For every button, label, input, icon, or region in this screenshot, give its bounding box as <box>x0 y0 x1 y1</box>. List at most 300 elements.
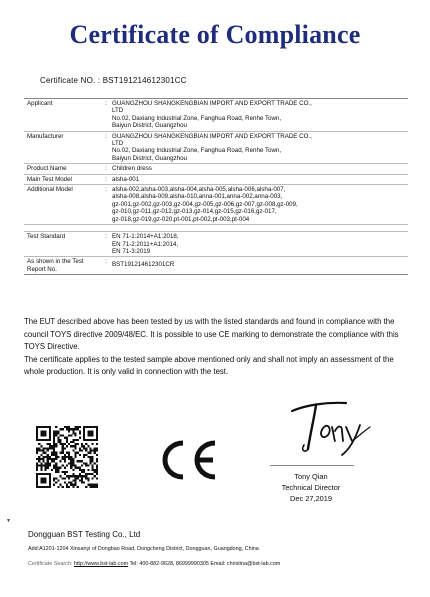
qr-module <box>79 430 81 432</box>
test-report-label-line: As shown in the <box>27 258 71 266</box>
qr-module <box>40 464 42 466</box>
qr-module <box>49 456 51 458</box>
qr-module <box>92 426 94 428</box>
qr-module <box>36 450 38 452</box>
additional-model-line: gz-018,gz-019,gz-020,pt-001,pt-002,pt-003,pt-004 <box>112 215 250 223</box>
qr-module <box>36 432 38 434</box>
qr-module <box>85 464 87 466</box>
qr-module <box>70 428 72 430</box>
qr-module <box>85 486 87 488</box>
qr-module <box>66 452 68 454</box>
qr-module <box>85 477 87 479</box>
qr-module <box>42 447 44 449</box>
qr-module <box>40 486 42 488</box>
test-report-label-line: Test Report No. <box>27 258 84 273</box>
qr-module <box>68 452 70 454</box>
qr-module <box>66 475 68 477</box>
qr-module <box>53 447 55 449</box>
qr-module <box>55 469 57 471</box>
qr-module <box>51 454 53 456</box>
qr-module <box>55 482 57 484</box>
applicant-line: LTD <box>112 107 124 115</box>
test-standard-label: Test Standard <box>27 233 66 241</box>
qr-module <box>53 484 55 486</box>
test-standard-row <box>24 232 408 257</box>
qr-module <box>70 464 72 466</box>
qr-module <box>72 450 74 452</box>
qr-module <box>77 477 79 479</box>
qr-module <box>49 477 51 479</box>
qr-module <box>38 447 40 449</box>
qr-module <box>70 456 72 458</box>
qr-module <box>74 464 76 466</box>
qr-module <box>40 479 42 481</box>
qr-module <box>94 486 96 488</box>
qr-module <box>83 482 85 484</box>
qr-module <box>49 458 51 460</box>
qr-module <box>92 473 94 475</box>
qr-module <box>66 439 68 441</box>
qr-module <box>45 479 47 481</box>
qr-module <box>45 439 47 441</box>
qr-module <box>53 454 55 456</box>
qr-module <box>79 426 81 428</box>
qr-module <box>89 447 91 449</box>
qr-module <box>57 441 59 443</box>
qr-module <box>40 454 42 456</box>
qr-module <box>94 484 96 486</box>
qr-module <box>53 437 55 439</box>
qr-module <box>45 482 47 484</box>
qr-module <box>96 460 98 462</box>
qr-module <box>79 475 81 477</box>
qr-module <box>74 435 76 437</box>
qr-module <box>42 450 44 452</box>
qr-module <box>85 450 87 452</box>
colon: : <box>105 100 107 107</box>
qr-module <box>42 482 44 484</box>
statement-paragraph-1: The EUT described above has been tested by us with the listed standards and found in compliance with the council TOYS directive 2009/48/EC. It is possible to use CE marking to demonstrate the compliance with this TOYS Directive. <box>24 317 399 352</box>
qr-module <box>49 464 51 466</box>
certificate-number-label: Certificate NO. : <box>40 76 101 85</box>
qr-module <box>94 439 96 441</box>
qr-module <box>47 426 49 428</box>
qr-module <box>89 439 91 441</box>
qr-module <box>36 486 38 488</box>
qr-module <box>77 443 79 445</box>
qr-module <box>94 426 96 428</box>
qr-module <box>55 435 57 437</box>
qr-module <box>40 450 42 452</box>
qr-module <box>45 464 47 466</box>
qr-module <box>74 479 76 481</box>
qr-module <box>36 452 38 454</box>
qr-module <box>85 426 87 428</box>
qr-module <box>83 447 85 449</box>
qr-module <box>55 426 57 428</box>
qr-module <box>77 428 79 430</box>
certificate-number-value: BST191214612301CC <box>102 76 187 85</box>
qr-module <box>87 477 89 479</box>
qr-module <box>72 430 74 432</box>
qr-module <box>89 435 91 437</box>
qr-module <box>47 462 49 464</box>
qr-module <box>51 445 53 447</box>
qr-module <box>68 477 70 479</box>
qr-module <box>87 473 89 475</box>
qr-module <box>49 447 51 449</box>
qr-module <box>83 439 85 441</box>
qr-module <box>96 473 98 475</box>
manufacturer-row <box>24 132 408 165</box>
qr-module <box>62 443 64 445</box>
qr-module <box>53 445 55 447</box>
qr-module <box>55 477 57 479</box>
qr-module <box>96 426 98 428</box>
qr-module <box>64 443 66 445</box>
qr-module <box>55 458 57 460</box>
manufacturer-line: LTD <box>112 140 124 148</box>
qr-module <box>40 462 42 464</box>
additional-model-label: Additional Model <box>27 186 73 194</box>
qr-module <box>89 432 91 434</box>
qr-module <box>45 486 47 488</box>
qr-module <box>42 439 44 441</box>
qr-module <box>55 462 57 464</box>
qr-module <box>96 443 98 445</box>
qr-module <box>89 486 91 488</box>
qr-module <box>51 452 53 454</box>
qr-module <box>66 464 68 466</box>
qr-module <box>68 426 70 428</box>
qr-module <box>40 482 42 484</box>
qr-module <box>89 452 91 454</box>
qr-module <box>49 484 51 486</box>
qr-code-icon[interactable] <box>36 426 98 488</box>
qr-module <box>60 439 62 441</box>
qr-module <box>60 428 62 430</box>
qr-module <box>77 439 79 441</box>
qr-module <box>81 460 83 462</box>
website-link[interactable]: http://www.bst-lab.com <box>73 561 129 567</box>
qr-module <box>53 479 55 481</box>
qr-module <box>70 441 72 443</box>
qr-module <box>40 473 42 475</box>
qr-module <box>36 435 38 437</box>
qr-module <box>62 458 64 460</box>
colon: : <box>105 175 107 183</box>
qr-module <box>96 430 98 432</box>
qr-module <box>94 471 96 473</box>
qr-module <box>57 467 59 469</box>
qr-module <box>49 473 51 475</box>
qr-module <box>70 484 72 486</box>
qr-module <box>77 460 79 462</box>
qr-module <box>45 462 47 464</box>
qr-module <box>72 458 74 460</box>
qr-module <box>89 460 91 462</box>
qr-module <box>55 430 57 432</box>
colon: : <box>105 233 107 241</box>
qr-module <box>74 477 76 479</box>
qr-module <box>40 430 42 432</box>
qr-module <box>68 456 70 458</box>
test-standard-line: EN 71-2:2011+A1:2014, <box>112 240 179 248</box>
qr-module <box>45 467 47 469</box>
qr-module <box>92 435 94 437</box>
qr-module <box>40 426 42 428</box>
qr-module <box>70 475 72 477</box>
qr-module <box>45 426 47 428</box>
signer-block <box>246 471 376 505</box>
qr-module <box>83 428 85 430</box>
qr-module <box>68 475 70 477</box>
qr-module <box>92 456 94 458</box>
qr-module <box>42 460 44 462</box>
qr-module <box>45 435 47 437</box>
qr-module <box>85 473 87 475</box>
qr-module <box>70 482 72 484</box>
qr-module <box>51 460 53 462</box>
qr-module <box>96 435 98 437</box>
qr-module <box>64 467 66 469</box>
qr-module <box>36 473 38 475</box>
qr-module <box>92 464 94 466</box>
statement-paragraph-2: The certificate applies to the tested sample above mentioned only and shall not imply an assessment of the whole production. It is only valid in connection with the test. <box>24 354 394 377</box>
qr-module <box>72 469 74 471</box>
qr-module <box>49 445 51 447</box>
applicant-label: Applicant <box>27 100 53 107</box>
qr-module <box>85 454 87 456</box>
qr-module <box>96 450 98 452</box>
qr-module <box>53 458 55 460</box>
test-standard-value <box>112 233 408 255</box>
qr-module <box>96 428 98 430</box>
qr-module <box>64 426 66 428</box>
applicant-line: No.02, Daxiang Industrial Zone, Fanghua Road, Renhe Town, <box>112 114 282 122</box>
qr-module <box>62 471 64 473</box>
qr-module <box>53 439 55 441</box>
qr-module <box>68 462 70 464</box>
qr-module <box>47 454 49 456</box>
applicant-line: Baiyun District, Guangzhou <box>112 122 187 130</box>
qr-module <box>66 437 68 439</box>
colon: : <box>105 258 107 266</box>
qr-module <box>92 477 94 479</box>
qr-module <box>72 479 74 481</box>
qr-module <box>53 467 55 469</box>
colon: : <box>105 186 107 194</box>
qr-module <box>74 445 76 447</box>
qr-module <box>94 447 96 449</box>
test-standard-line: EN 71-1:2014+A1:2018, <box>112 233 179 241</box>
qr-module <box>77 467 79 469</box>
qr-module <box>57 479 59 481</box>
qr-module <box>53 460 55 462</box>
qr-module <box>83 456 85 458</box>
qr-module <box>38 486 40 488</box>
qr-module <box>83 454 85 456</box>
qr-module <box>49 435 51 437</box>
manufacturer-line: GUANGZHOU SHANGKENGBIAN IMPORT AND EXPORT TRADE CO., <box>112 132 312 140</box>
qr-module <box>72 484 74 486</box>
qr-module <box>45 473 47 475</box>
qr-module <box>49 432 51 434</box>
qr-module <box>36 458 38 460</box>
colon: : <box>105 132 107 140</box>
qr-module <box>49 430 51 432</box>
qr-module <box>53 441 55 443</box>
qr-module <box>92 467 94 469</box>
qr-module <box>74 475 76 477</box>
compliance-statement <box>24 316 410 379</box>
qr-module <box>49 486 51 488</box>
qr-module <box>36 462 38 464</box>
qr-module <box>72 464 74 466</box>
qr-module <box>42 479 44 481</box>
qr-module <box>92 484 94 486</box>
applicant-row <box>24 99 408 132</box>
qr-module <box>66 456 68 458</box>
certificate-title: Certificate of Compliance <box>69 20 361 49</box>
qr-module <box>49 437 51 439</box>
qr-module <box>66 441 68 443</box>
qr-module <box>47 447 49 449</box>
qr-module <box>85 462 87 464</box>
additional-model-line: gz-010,gz-011,gz-012,gz-013,gz-014,gz-015,gz-016,gz-017, <box>112 208 277 216</box>
qr-module <box>62 477 64 479</box>
signature-image <box>286 397 376 459</box>
qr-module <box>68 486 70 488</box>
qr-module <box>60 484 62 486</box>
qr-module <box>92 460 94 462</box>
qr-module <box>62 452 64 454</box>
footer-email[interactable]: Email: christina@bst-lab.com <box>210 561 281 567</box>
qr-module <box>51 447 53 449</box>
qr-module <box>40 469 42 471</box>
qr-module <box>62 450 64 452</box>
qr-module <box>47 464 49 466</box>
qr-module <box>85 447 87 449</box>
qr-module <box>45 447 47 449</box>
qr-module <box>87 426 89 428</box>
qr-module <box>74 426 76 428</box>
qr-module <box>36 430 38 432</box>
qr-module <box>36 447 38 449</box>
qr-module <box>42 486 44 488</box>
footer-contact <box>28 561 280 567</box>
qr-module <box>64 458 66 460</box>
qr-module <box>42 435 44 437</box>
qr-module <box>72 462 74 464</box>
qr-module <box>85 475 87 477</box>
qr-module <box>92 432 94 434</box>
qr-module <box>49 428 51 430</box>
qr-module <box>83 426 85 428</box>
qr-module <box>89 473 91 475</box>
qr-module <box>66 484 68 486</box>
qr-module <box>45 477 47 479</box>
qr-module <box>62 445 64 447</box>
qr-module <box>83 435 85 437</box>
qr-module <box>96 458 98 460</box>
qr-module <box>49 462 51 464</box>
qr-module <box>92 458 94 460</box>
signature-date: Dec 27,2019 <box>290 494 332 504</box>
qr-module <box>38 456 40 458</box>
footer-address: Add:A1201-1204 Xinsanyi of Dongbao Road, Dongcheng District, Dongguan, Guangdong, China <box>28 546 259 552</box>
qr-module <box>94 462 96 464</box>
qr-module <box>47 450 49 452</box>
qr-module <box>68 454 70 456</box>
qr-module <box>55 464 57 466</box>
colon: : <box>105 165 107 173</box>
qr-module <box>49 443 51 445</box>
qr-module <box>45 452 47 454</box>
qr-module <box>96 471 98 473</box>
qr-module <box>66 486 68 488</box>
qr-module <box>57 430 59 432</box>
qr-module <box>49 439 51 441</box>
qr-module <box>72 445 74 447</box>
qr-module <box>53 464 55 466</box>
qr-module <box>72 473 74 475</box>
qr-module <box>92 430 94 432</box>
qr-module <box>89 426 91 428</box>
qr-module <box>89 458 91 460</box>
qr-module <box>70 445 72 447</box>
qr-module <box>87 452 89 454</box>
qr-module <box>68 428 70 430</box>
qr-module <box>81 469 83 471</box>
qr-module <box>51 469 53 471</box>
qr-module <box>40 445 42 447</box>
qr-module <box>47 460 49 462</box>
manufacturer-line: Baiyun District, Guangzhou <box>112 154 187 162</box>
certificate-number <box>40 76 187 85</box>
qr-module <box>57 456 59 458</box>
qr-module <box>38 443 40 445</box>
qr-module <box>87 484 89 486</box>
qr-module <box>55 445 57 447</box>
additional-model-line: gz-001,gz-002,gz-003,gz-004,gz-005,gz-006,gz-007,gz-008,gz-009, <box>112 200 298 208</box>
applicant-value <box>112 100 408 130</box>
qr-module <box>55 471 57 473</box>
qr-module <box>53 452 55 454</box>
qr-module <box>94 452 96 454</box>
qr-module <box>79 467 81 469</box>
qr-module <box>74 454 76 456</box>
product-name-row <box>24 164 408 174</box>
qr-module <box>81 464 83 466</box>
qr-module <box>45 430 47 432</box>
footer-tel: Tel: 400-882-9628, 86999990305 <box>129 561 209 567</box>
additional-model-value <box>112 186 408 223</box>
test-standard-line: EN 71-3:2019 <box>112 247 151 255</box>
qr-module <box>42 456 44 458</box>
manufacturer-line: No.02, Daxiang Industrial Zone, Fanghua Road, Renhe Town, <box>112 147 282 155</box>
applicant-line: GUANGZHOU SHANGKENGBIAN IMPORT AND EXPORT TRADE CO., <box>112 100 312 107</box>
row-spacer <box>24 225 408 232</box>
qr-module <box>62 486 64 488</box>
qr-module <box>62 456 64 458</box>
qr-module <box>70 462 72 464</box>
qr-module <box>42 430 44 432</box>
qr-module <box>42 464 44 466</box>
qr-module <box>55 467 57 469</box>
qr-module <box>81 479 83 481</box>
qr-module <box>47 467 49 469</box>
